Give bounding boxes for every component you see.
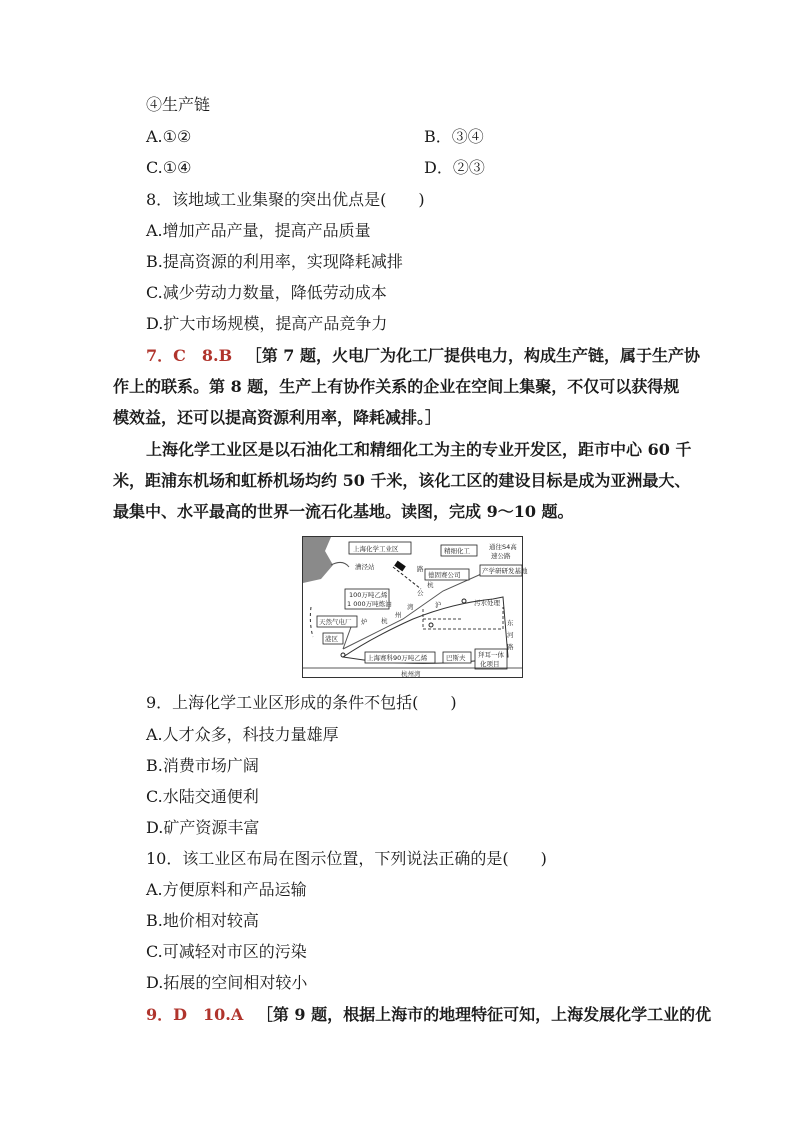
map-label-ethylene-1: 100万吨乙烯 xyxy=(349,591,388,599)
q10-option-a: A.方便原料和产品运输 xyxy=(146,880,307,899)
map-road-lu: 路 xyxy=(417,565,424,573)
map-road-east-3: 路 xyxy=(507,643,514,651)
q10-option-c: C.可减轻对市区的污染 xyxy=(146,942,307,961)
map-label-fine-chemical: 精细化工 xyxy=(444,547,470,555)
map-water xyxy=(303,537,333,583)
q8-option-a: A.增加产品产量，提高产品质量 xyxy=(146,221,371,240)
q7-option-c: C.①④ xyxy=(146,158,192,177)
map-label-s4-b: 速公路 xyxy=(491,552,511,560)
map-label-caojing: 漕泾站 xyxy=(355,563,375,571)
expressway xyxy=(343,571,488,649)
map-road-hang: 杭 xyxy=(381,617,388,625)
intro-line3: 最集中、水平最高的世界一流石化基地。读图，完成 9～10 题。 xyxy=(113,502,574,521)
q9-option-b: B.消费市场广阔 xyxy=(146,756,259,775)
basf-dot xyxy=(429,623,433,627)
map-label-title: 上海化学工业区 xyxy=(353,545,399,553)
map-label-sewage: 污水处理 xyxy=(474,599,500,607)
q9-option-d: D.矿产资源丰富 xyxy=(146,818,260,837)
answer-7-8-line3: 模效益，还可以提高资源利用率，降耗减排。］ xyxy=(113,408,442,427)
answer-7-8-text: ［第 7 题，火电厂为化工厂提供电力，构成生产链，属于生产协 xyxy=(245,346,700,365)
map-label-s4-a: 通往S4高 xyxy=(489,543,517,551)
map-label-bayer-1: 拜耳一体 xyxy=(478,651,504,659)
q8-stem: 8．该地域工业集聚的突出优点是( ) xyxy=(146,190,425,209)
intro-line1: 上海化学工业区是以石油化工和精细化工为主的专业开发区，距市中心 60 千 xyxy=(146,440,692,459)
q9-stem: 9．上海化学工业区形成的条件不包括( ) xyxy=(146,693,457,712)
map-label-bay: 杭州湾 xyxy=(401,670,421,678)
q9-option-a: A.人才众多，科技力量雄厚 xyxy=(146,725,339,744)
answer-9-10-mark: 9．D 10.A xyxy=(146,1005,244,1024)
q7-option-a: A.①② xyxy=(146,127,192,146)
map-label-bayer-2: 化项目 xyxy=(480,660,500,668)
map-road-hu-2: 杭 xyxy=(427,581,434,589)
answer-7-8-line1 xyxy=(146,345,700,367)
map-coast xyxy=(331,562,349,567)
answer-7-8-mark: 7．C 8.B xyxy=(146,346,233,365)
map-road-east-2: 河 xyxy=(507,631,514,639)
map-road-east-1: 东 xyxy=(507,619,514,627)
answer-9-10-text: ［第 9 题，根据上海市的地理特征可知，上海发展化学工业的优 xyxy=(256,1005,712,1024)
q7-option-b: B．③④ xyxy=(424,127,484,146)
map-road-gong: 公 xyxy=(417,589,424,597)
q9-option-c: C.水陆交通便利 xyxy=(146,787,259,806)
q7-option-4: ④生产链 xyxy=(146,95,211,114)
q10-stem: 10．该工业区布局在图示位置，下列说法正确的是( ) xyxy=(146,849,547,868)
chemical-park-map xyxy=(302,536,528,678)
q8-option-b: B.提高资源的利用率，实现降耗减排 xyxy=(146,252,403,271)
map-label-port: 港区 xyxy=(325,635,338,643)
q7-option-d: D．②③ xyxy=(424,158,485,177)
map-label-secco: 上海赛科90万吨乙烯 xyxy=(367,654,428,662)
q10-option-d: D.拓展的空间相对较小 xyxy=(146,973,308,992)
sewage-dot xyxy=(462,599,466,603)
map-road-wan: 湾 xyxy=(407,603,414,611)
map-label-basf: 巴斯夫 xyxy=(446,654,466,662)
map-road-hu-1: 沪 xyxy=(435,601,442,609)
pipeline xyxy=(423,607,503,629)
map-label-ethylene-2: 1 000万吨炼油 xyxy=(347,600,392,608)
map-road-zhou: 州 xyxy=(395,611,402,619)
answer-7-8-line2: 作上的联系。第 8 题，生产上有协作关系的企业在空间上集聚，不仅可以获得规 xyxy=(113,377,680,396)
map-label-gas-plant: 天然气电厂 xyxy=(319,618,352,626)
q8-option-d: D.扩大市场规模，提高产品竞争力 xyxy=(146,314,388,333)
map-label-furnace: 炉 xyxy=(361,618,368,626)
intro-line2: 米，距浦东机场和虹桥机场均约 50 千米，该化工区的建设目标是成为亚洲最大、 xyxy=(113,471,691,490)
map-svg xyxy=(303,537,528,678)
q10-option-b: B.地价相对较高 xyxy=(146,911,259,930)
answer-9-10-line1 xyxy=(146,1004,711,1026)
coast-dash xyxy=(310,607,313,637)
q8-option-c: C.减少劳动力数量，降低劳动成本 xyxy=(146,283,387,302)
station-marker xyxy=(394,561,406,572)
map-label-rnd: 产学研研发基地 xyxy=(482,567,528,575)
map-label-degussa: 德固赛公司 xyxy=(428,571,461,579)
